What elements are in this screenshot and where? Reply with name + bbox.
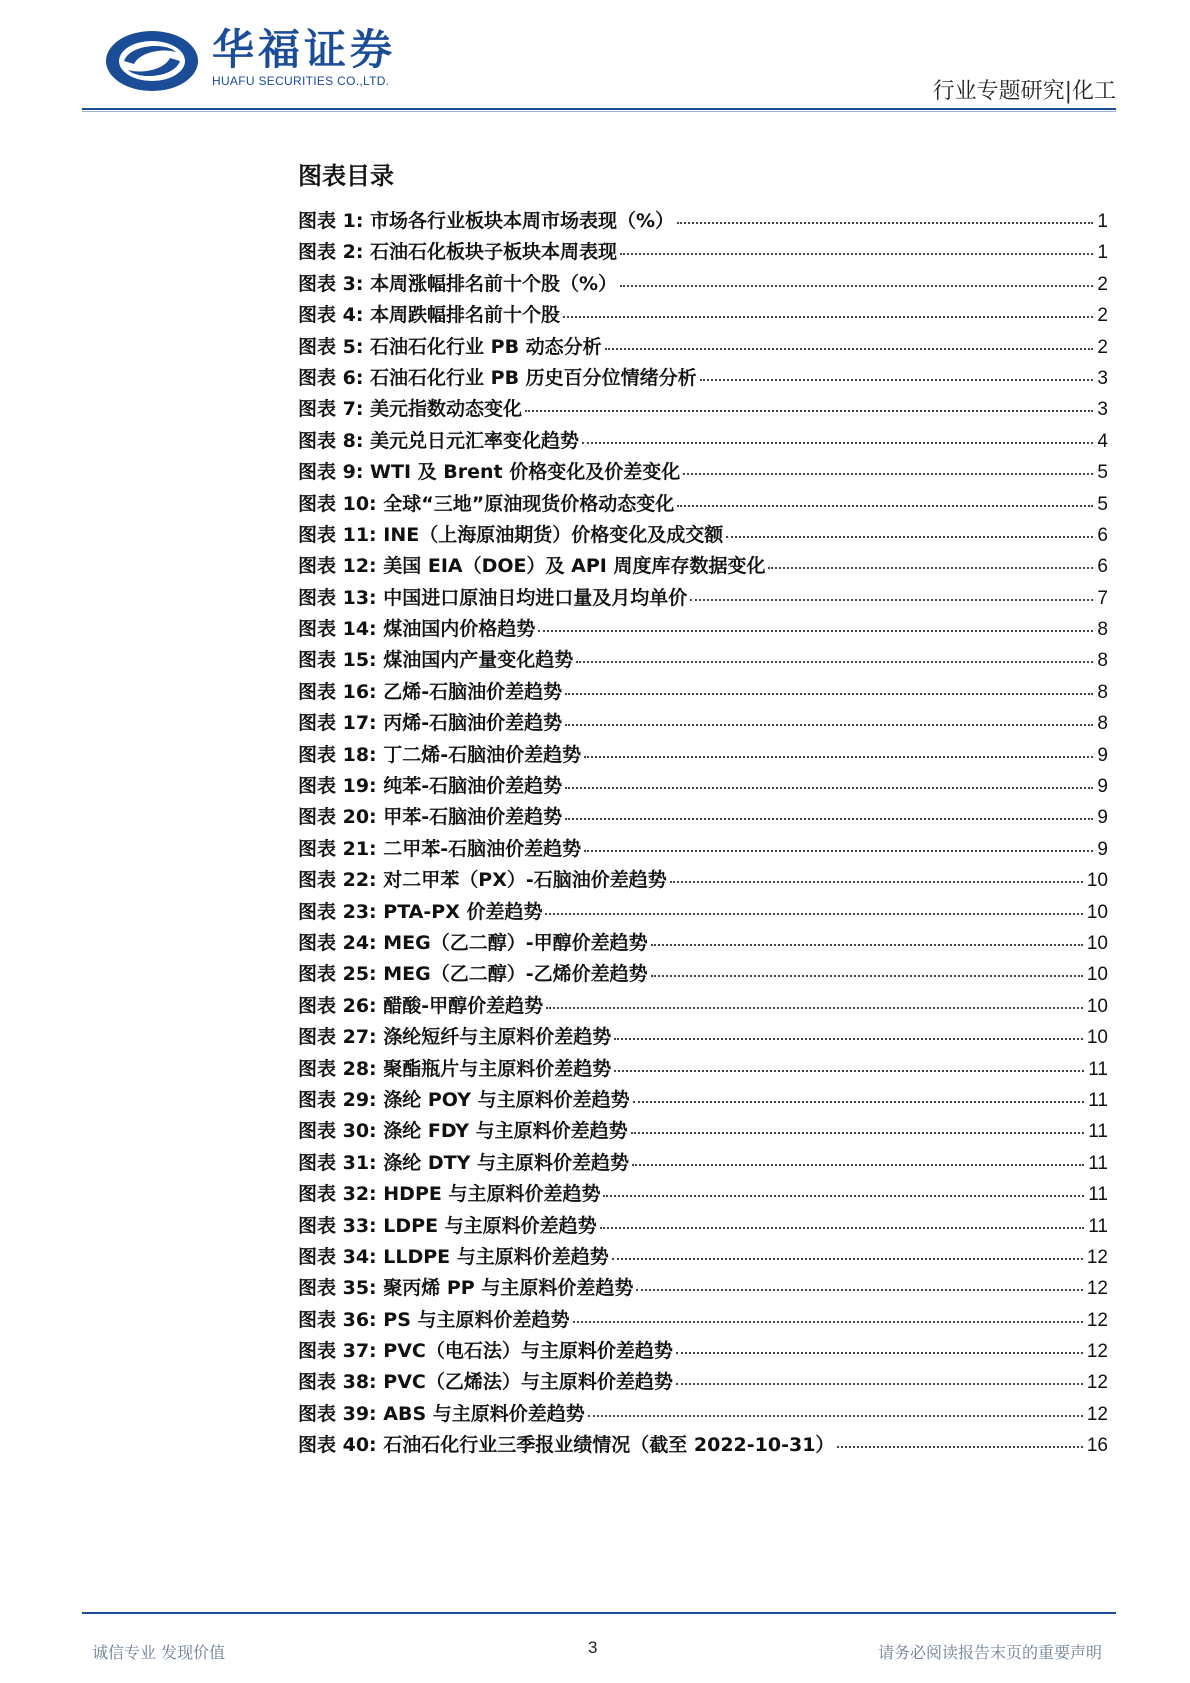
toc-entry[interactable]	[298, 645, 1108, 676]
brand-name-cn: 华福证券	[212, 25, 397, 74]
header-divider-thin	[82, 111, 1116, 112]
toc-leader-dots	[651, 944, 1083, 946]
toc-entry-label: 图表 10: 全球“三地”原油现货价格动态变化	[298, 492, 675, 515]
toc-leader-dots	[677, 222, 1093, 224]
toc-leader-dots	[565, 724, 1093, 726]
toc-list	[298, 206, 1108, 1462]
toc-entry[interactable]	[298, 583, 1108, 614]
toc-leader-dots	[631, 1132, 1085, 1134]
toc-entry-label: 图表 14: 煤油国内价格趋势	[298, 618, 536, 641]
toc-entry-label: 图表 30: 涤纶 FDY 与主原料价差趋势	[298, 1120, 628, 1143]
brand-block	[212, 26, 396, 88]
toc-entry-page: 2	[1097, 305, 1108, 327]
toc-entry[interactable]	[298, 802, 1108, 833]
toc-entry-page: 7	[1097, 587, 1108, 609]
toc-entry-page: 11	[1088, 1215, 1108, 1237]
toc-entry-page: 9	[1097, 776, 1108, 798]
huafu-logo-icon	[104, 28, 204, 94]
toc-entry-page: 12	[1086, 1341, 1108, 1363]
toc-entry-label: 图表 9: WTI 及 Brent 价格变化及价差变化	[298, 461, 681, 484]
toc-leader-dots	[576, 661, 1093, 663]
toc-entry-page: 10	[1086, 870, 1108, 892]
toc-leader-dots	[600, 1227, 1085, 1229]
toc-entry-page: 6	[1097, 556, 1108, 578]
toc-leader-dots	[677, 505, 1093, 507]
toc-entry-page: 1	[1097, 242, 1108, 264]
toc-entry-label: 图表 1: 市场各行业板块本周市场表现（%）	[298, 210, 675, 232]
toc-entry[interactable]	[298, 1430, 1108, 1461]
toc-entry[interactable]	[298, 1305, 1108, 1336]
toc-leader-dots	[573, 1321, 1083, 1323]
toc-entry-label: 图表 35: 聚丙烯 PP 与主原料价差趋势	[298, 1277, 634, 1300]
toc-leader-dots	[565, 693, 1093, 695]
toc-entry-page: 12	[1086, 1246, 1108, 1268]
toc-leader-dots	[837, 1446, 1082, 1448]
toc-entry-page: 1	[1097, 211, 1108, 232]
toc-entry-label: 图表 8: 美元兑日元汇率变化趋势	[298, 429, 580, 452]
toc-leader-dots	[582, 442, 1093, 444]
toc-entry-page: 11	[1088, 1121, 1108, 1143]
toc-entry-page: 4	[1097, 430, 1108, 452]
toc-entry-label: 图表 22: 对二甲苯（PX）-石脑油价差趋势	[298, 869, 667, 892]
toc-entry[interactable]	[298, 1211, 1108, 1242]
toc-leader-dots	[538, 630, 1093, 632]
toc-leader-dots	[651, 975, 1083, 977]
report-type: 行业专题研究|化工	[932, 79, 1116, 104]
toc-leader-dots	[584, 850, 1093, 852]
toc-entry[interactable]	[298, 677, 1108, 708]
toc-entry-page: 11	[1088, 1058, 1108, 1080]
toc-entry[interactable]	[298, 1336, 1108, 1367]
toc-leader-dots	[620, 285, 1093, 287]
toc-leader-dots	[603, 1195, 1084, 1197]
toc-entry-page: 8	[1097, 681, 1108, 703]
toc-entry[interactable]	[298, 1054, 1108, 1085]
toc-leader-dots	[636, 1289, 1083, 1291]
toc-entry-label: 图表 34: LLDPE 与主原料价差趋势	[298, 1245, 609, 1268]
toc-entry-label: 图表 23: PTA-PX 价差趋势	[298, 900, 543, 923]
toc-entry[interactable]	[298, 865, 1108, 896]
toc-leader-dots	[633, 1101, 1085, 1103]
toc-entry[interactable]	[298, 363, 1108, 394]
toc-entry-label: 图表 38: PVC（乙烯法）与主原料价差趋势	[298, 1371, 673, 1394]
toc-entry-page: 10	[1086, 995, 1108, 1017]
toc-leader-dots	[620, 253, 1093, 255]
footer-divider	[82, 1612, 1116, 1614]
toc-entry-label: 图表 13: 中国进口原油日均进口量及月均单价	[298, 586, 688, 609]
toc-entry-page: 5	[1097, 493, 1108, 515]
toc-entry-label: 图表 3: 本周涨幅排名前十个股（%）	[298, 272, 618, 295]
toc-entry-label: 图表 29: 涤纶 POY 与主原料价差趋势	[298, 1088, 630, 1111]
toc-entry-page: 9	[1097, 744, 1108, 766]
toc-entry-label: 图表 16: 乙烯-石脑油价差趋势	[298, 680, 563, 703]
toc-entry[interactable]	[298, 991, 1108, 1022]
toc-leader-dots	[632, 1164, 1084, 1166]
toc-entry-page: 10	[1086, 964, 1108, 986]
toc-entry[interactable]	[298, 300, 1108, 331]
toc-entry[interactable]	[298, 1085, 1108, 1116]
toc-entry[interactable]	[298, 771, 1108, 802]
toc-leader-dots	[563, 316, 1093, 318]
toc-entry[interactable]	[298, 897, 1108, 928]
toc-leader-dots	[726, 536, 1093, 538]
toc-entry[interactable]	[298, 1148, 1108, 1179]
toc-entry-label: 图表 12: 美国 EIA（DOE）及 API 周度库存数据变化	[298, 555, 766, 578]
toc-entry-page: 12	[1086, 1309, 1108, 1331]
toc-entry-page: 9	[1097, 838, 1108, 860]
toc-entry[interactable]	[298, 206, 1108, 237]
toc-leader-dots	[584, 756, 1093, 758]
footer-slogan: 诚信专业 发现价值	[92, 1643, 226, 1662]
toc-entry-label: 图表 18: 丁二烯-石脑油价差趋势	[298, 743, 582, 766]
toc-entry[interactable]	[298, 1367, 1108, 1398]
header-divider	[82, 108, 1116, 110]
toc-entry-page: 10	[1086, 932, 1108, 954]
toc-entry-page: 8	[1097, 650, 1108, 672]
toc-leader-dots	[614, 1038, 1083, 1040]
page-number: 3	[588, 1638, 598, 1657]
toc-entry[interactable]	[298, 959, 1108, 990]
toc-entry-label: 图表 7: 美元指数动态变化	[298, 398, 523, 421]
brand-name-en: HUAFU SECURITIES CO.,LTD.	[212, 74, 390, 88]
toc-entry[interactable]	[298, 332, 1108, 363]
toc-entry-page: 10	[1086, 901, 1108, 923]
toc-entry[interactable]	[298, 269, 1108, 300]
toc-entry[interactable]	[298, 1179, 1108, 1210]
toc-leader-dots	[605, 348, 1094, 350]
toc-entry[interactable]	[298, 614, 1108, 645]
toc-entry-page: 2	[1097, 336, 1108, 358]
toc-entry-label: 图表 24: MEG（乙二醇）-甲醇价差趋势	[298, 931, 648, 954]
toc-entry-label: 图表 2: 石油石化板块子板块本周表现	[298, 241, 618, 264]
toc-entry-page: 10	[1086, 1027, 1108, 1049]
toc-leader-dots	[768, 567, 1093, 569]
toc-leader-dots	[700, 379, 1094, 381]
toc-entry-page: 2	[1097, 273, 1108, 295]
toc-entry-page: 8	[1097, 713, 1108, 735]
toc-leader-dots	[545, 913, 1082, 915]
toc-entry[interactable]	[298, 1022, 1108, 1053]
toc-entry[interactable]	[298, 394, 1108, 425]
toc-entry-page: 11	[1088, 1089, 1108, 1111]
toc-entry-page: 9	[1097, 807, 1108, 829]
toc-leader-dots	[525, 410, 1093, 412]
toc-entry[interactable]	[298, 237, 1108, 268]
toc-entry-label: 图表 37: PVC（电石法）与主原料价差趋势	[298, 1340, 673, 1363]
toc-entry-label: 图表 26: 醋酸-甲醇价差趋势	[298, 994, 544, 1017]
toc-entry[interactable]	[298, 489, 1108, 520]
toc-leader-dots	[676, 1383, 1083, 1385]
toc-leader-dots	[614, 1070, 1084, 1072]
toc-entry-label: 图表 39: ABS 与主原料价差趋势	[298, 1402, 585, 1425]
toc-entry-label: 图表 33: LDPE 与主原料价差趋势	[298, 1214, 597, 1237]
toc-entry-label: 图表 28: 聚酯瓶片与主原料价差趋势	[298, 1057, 612, 1080]
toc-leader-dots	[683, 473, 1093, 475]
toc-entry-page: 5	[1097, 462, 1108, 484]
toc-entry-label: 图表 19: 纯苯-石脑油价差趋势	[298, 775, 563, 798]
toc-entry-label: 图表 6: 石油石化行业 PB 历史百分位情绪分析	[298, 366, 697, 389]
toc-leader-dots	[565, 787, 1093, 789]
toc-entry-label: 图表 5: 石油石化行业 PB 动态分析	[298, 335, 602, 358]
toc-entry-label: 图表 21: 二甲苯-石脑油价差趋势	[298, 837, 582, 860]
toc-entry-page: 12	[1086, 1278, 1108, 1300]
toc-entry-label: 图表 4: 本周跌幅排名前十个股	[298, 304, 561, 327]
toc-leader-dots	[588, 1415, 1083, 1417]
toc-entry-label: 图表 40: 石油石化行业三季报业绩情况（截至 2022-10-31）	[298, 1434, 835, 1457]
toc-leader-dots	[546, 1007, 1083, 1009]
toc-entry-label: 图表 36: PS 与主原料价差趋势	[298, 1308, 570, 1331]
toc-entry[interactable]	[298, 520, 1108, 551]
toc-entry-page: 6	[1097, 524, 1108, 546]
toc-entry[interactable]	[298, 551, 1108, 582]
toc-entry[interactable]	[298, 1116, 1108, 1147]
toc-entry[interactable]	[298, 1242, 1108, 1273]
toc-entry-page: 11	[1088, 1152, 1108, 1174]
toc-entry-label: 图表 17: 丙烯-石脑油价差趋势	[298, 712, 563, 735]
toc-entry-page: 12	[1086, 1403, 1108, 1425]
toc-entry-label: 图表 20: 甲苯-石脑油价差趋势	[298, 806, 563, 829]
toc-entry-label: 图表 32: HDPE 与主原料价差趋势	[298, 1183, 601, 1206]
toc-entry[interactable]	[298, 928, 1108, 959]
page-header	[0, 0, 1190, 112]
toc-entry[interactable]	[298, 426, 1108, 457]
toc-entry-page: 3	[1097, 399, 1108, 421]
toc-entry-label: 图表 25: MEG（乙二醇）-乙烯价差趋势	[298, 963, 648, 986]
toc-entry-page: 12	[1086, 1372, 1108, 1394]
toc-leader-dots	[612, 1258, 1083, 1260]
toc-leader-dots	[565, 818, 1093, 820]
toc-entry[interactable]	[298, 708, 1108, 739]
toc-entry[interactable]	[298, 457, 1108, 488]
toc-entry[interactable]	[298, 1399, 1108, 1430]
toc-title: 图表目录	[298, 162, 394, 190]
toc-entry[interactable]	[298, 834, 1108, 865]
toc-entry-page: 11	[1088, 1184, 1108, 1206]
toc-entry-page: 16	[1086, 1435, 1108, 1457]
toc-entry-page: 8	[1097, 619, 1108, 641]
toc-leader-dots	[670, 881, 1083, 883]
toc-leader-dots	[690, 599, 1093, 601]
toc-entry[interactable]	[298, 1273, 1108, 1304]
toc-entry-label: 图表 15: 煤油国内产量变化趋势	[298, 649, 574, 672]
footer-disclaimer: 请务必阅读报告末页的重要声明	[877, 1643, 1102, 1662]
toc-entry-label: 图表 11: INE（上海原油期货）价格变化及成交额	[298, 523, 724, 546]
toc-entry-page: 3	[1097, 367, 1108, 389]
toc-leader-dots	[676, 1352, 1083, 1354]
toc-entry[interactable]	[298, 740, 1108, 771]
toc-entry-label: 图表 27: 涤纶短纤与主原料价差趋势	[298, 1026, 612, 1049]
toc-entry-label: 图表 31: 涤纶 DTY 与主原料价差趋势	[298, 1151, 629, 1174]
